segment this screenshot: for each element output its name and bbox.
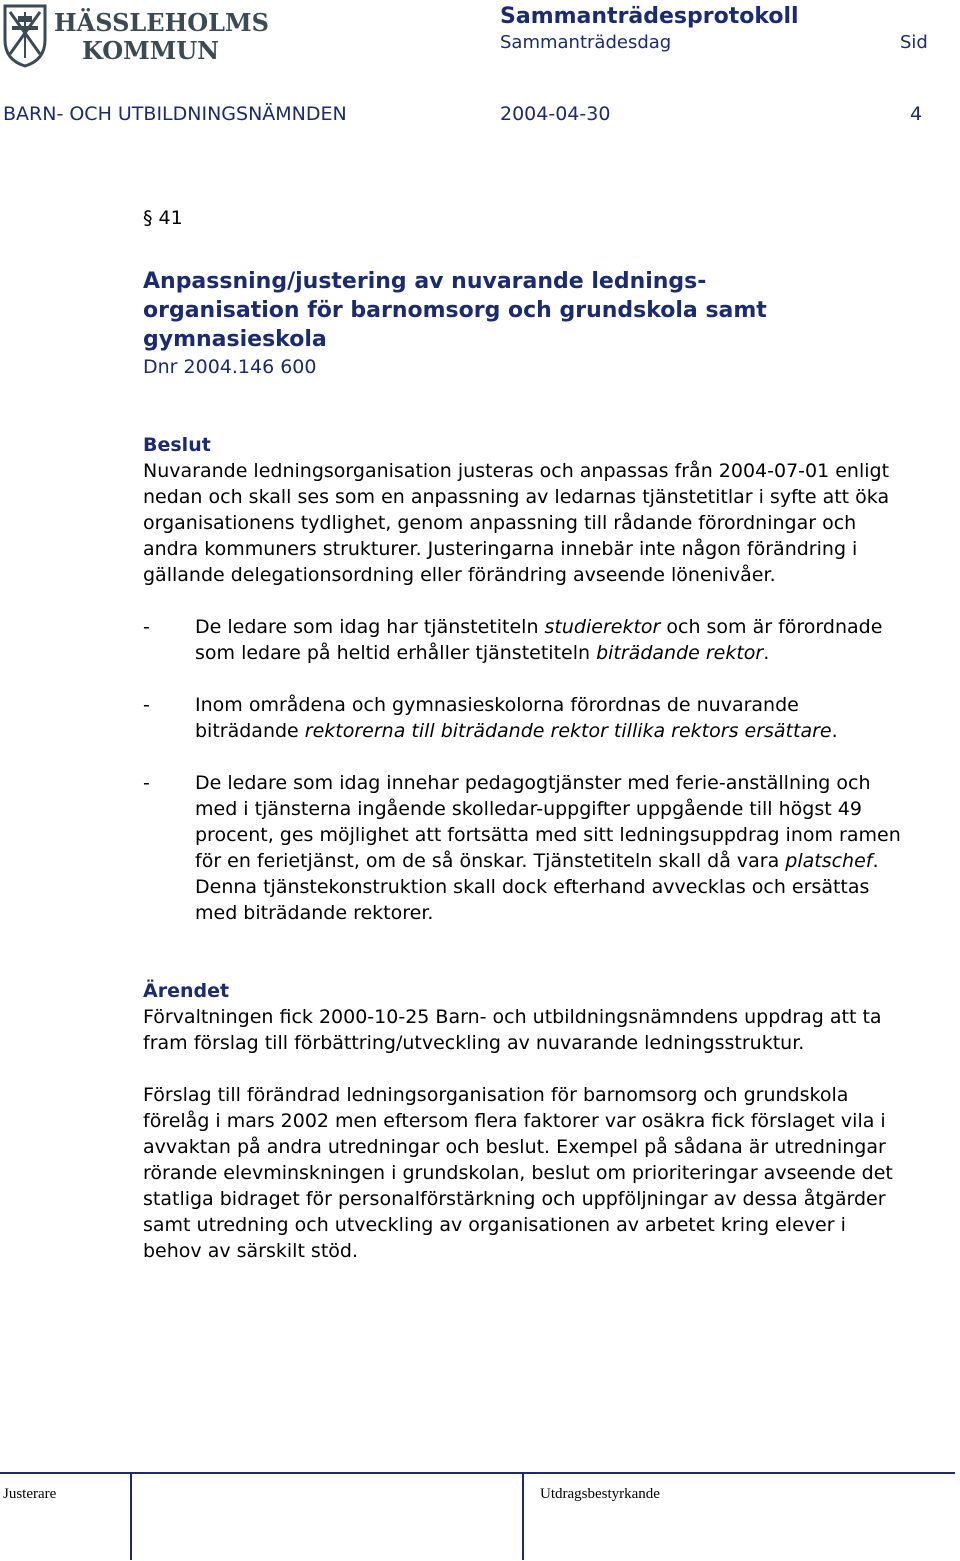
utdragsbestyrkande-label: Utdragsbestyrkande	[540, 1486, 660, 1502]
protocol-title: Sammanträdesprotokoll	[500, 4, 799, 29]
case-number: Dnr 2004.146 600	[143, 356, 317, 378]
text-run: Inom områdena och gymnasieskolorna förordnas de nuvarande biträdande	[195, 694, 799, 742]
italic-title: rektorerna till biträdande rektor tillika rektors ersättare	[304, 720, 832, 742]
italic-title: biträdande rektor	[596, 642, 764, 664]
list-item-text	[195, 770, 903, 926]
text-run: . Denna tjänstekonstruktion skall dock efterhand avvecklas och ersättas med biträdande rektorer.	[195, 850, 879, 924]
beslut-heading: Beslut	[143, 434, 211, 456]
section-title-line1: Anpassning/justering av nuvarande lednings-	[143, 269, 707, 294]
text-run: och som är förordnade som ledare på heltid erhåller tjänstetiteln	[195, 616, 883, 664]
list-item	[143, 692, 903, 744]
section-title-line2: organisation för barnomsorg och grundskola samt	[143, 298, 767, 323]
italic-title: platschef	[785, 850, 873, 872]
list-item	[143, 770, 903, 926]
municipality-logo	[2, 2, 269, 70]
list-dash: -	[143, 694, 150, 716]
beslut-text: Nuvarande ledningsorganisation justeras och anpassas från 2004-07-01 enligt nedan och skall ses som en anpassning av ledarnas tjänstetitlar i syfte att öka organisationens tydlighet, genom anpassning till rådande förordningar och andra kommuners strukturer. Justeringarna innebär inte någon förändring i gällande delegationsordning eller förändring avseende lönenivåer.	[143, 460, 890, 586]
logo-text-line1: HÄSSLEHOLMS	[54, 8, 269, 37]
arendet-heading: Ärendet	[143, 980, 230, 1002]
list-item	[143, 614, 903, 666]
page-number: 4	[910, 103, 923, 125]
meeting-date-label: Sammanträdesdag	[500, 32, 672, 53]
italic-title: studierektor	[544, 616, 661, 638]
document-body	[143, 205, 903, 1264]
section-number: § 41	[143, 207, 183, 229]
footer-divider	[0, 1472, 955, 1474]
meeting-date: 2004-04-30	[500, 103, 611, 125]
text-run: .	[831, 720, 838, 742]
arendet-paragraph-1: Förvaltningen fick 2000-10-25 Barn- och utbildningsnämndens uppdrag att ta fram förslag till förbättring/utveckling av nuvarande ledningsstruktur.	[143, 1006, 882, 1054]
coat-of-arms-icon	[2, 2, 48, 68]
text-run: De ledare som idag har tjänstetiteln	[195, 616, 545, 638]
logo-text-line2: KOMMUN	[82, 36, 220, 65]
list-item-text	[195, 614, 903, 666]
list-dash: -	[143, 772, 150, 794]
board-name: BARN- OCH UTBILDNINGSNÄMNDEN	[3, 103, 347, 125]
section-title	[143, 267, 903, 354]
text-run: De ledare som idag innehar pedagogtjänster med ferie-anställning och med i tjänsterna ingående skolledar-uppgifter uppgående till högst 49 procent, ges möjlighet att fortsätta med sitt ledningsuppdrag inom ramen för en ferietjänst, om de så önskar. Tjänstetiteln skall då vara	[195, 772, 901, 872]
page-label: Sid	[900, 32, 928, 53]
text-run: .	[763, 642, 770, 664]
list-dash: -	[143, 616, 150, 638]
footer-column-divider	[522, 1472, 524, 1560]
arendet-paragraph-2: Förslag till förändrad ledningsorganisation för barnomsorg och grundskola förelåg i mars 2002 men eftersom flera faktorer var osäkra fick förslaget vila i avvaktan på andra utredningar och beslut. Exempel på sådana är utredningar rörande elevminskningen i grundskolan, beslut om prioriteringar avseende det statliga bidraget för personalförstärkning och uppföljningar av dessa åtgärder samt utredning och utveckling av organisationen av arbetet kring elever i behov av särskilt stöd.	[143, 1084, 893, 1262]
section-title-line3: gymnasieskola	[143, 327, 327, 352]
list-item-text	[195, 692, 903, 744]
justerare-label: Justerare	[3, 1486, 57, 1502]
footer-signature-box-divider	[130, 1472, 132, 1560]
